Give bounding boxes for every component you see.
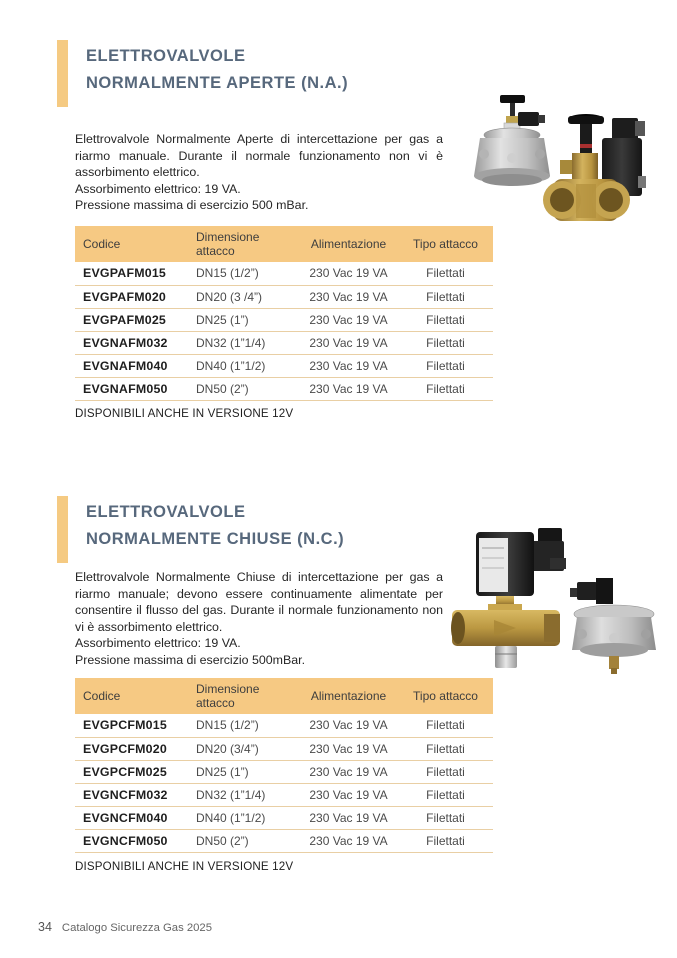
cell-alimentazione: 230 Vac 19 VA — [299, 377, 398, 400]
cell-tipo: Filettati — [398, 806, 493, 829]
table-row — [75, 783, 493, 806]
table-row — [75, 829, 493, 852]
section-title-text — [86, 40, 348, 107]
cell-dimensione: DN20 (3/4”) — [188, 737, 299, 760]
table-row — [75, 308, 493, 331]
cell-dimensione: DN50 (2”) — [188, 377, 299, 400]
col-header-alimentazione: Alimentazione — [299, 678, 398, 714]
aluminium-valve-na — [474, 95, 550, 186]
col-header-dimensione: Dimensione attacco — [188, 226, 299, 262]
brass-valve-na — [543, 114, 646, 221]
cell-tipo: Filettati — [398, 331, 493, 354]
col-header-codice: Codice — [75, 226, 188, 262]
table-row — [75, 806, 493, 829]
col-header-dimensione: Dimensione attacco — [188, 678, 299, 714]
col-header-tipo-attacco: Tipo attacco — [398, 678, 493, 714]
cell-codice: EVGPAFM015 — [75, 262, 188, 285]
product-photo-nc — [446, 526, 664, 676]
aluminium-valve-nc — [570, 578, 656, 674]
availability-note-na: DISPONIBILI ANCHE IN VERSIONE 12V — [75, 407, 294, 420]
spec-absorption: Assorbimento elettrico: 19 VA. — [75, 636, 241, 651]
title-line-1: ELETTROVALVOLE — [86, 47, 246, 65]
cell-alimentazione: 230 Vac 19 VA — [299, 285, 398, 308]
cell-dimensione: DN40 (1”1/2) — [188, 354, 299, 377]
table-row — [75, 285, 493, 308]
cell-codice: EVGPAFM025 — [75, 308, 188, 331]
cell-codice: EVGNCFM050 — [75, 829, 188, 852]
cell-dimensione: DN20 (3 /4”) — [188, 285, 299, 308]
page-footer — [38, 920, 212, 934]
title-accent-bar — [57, 496, 68, 563]
description-na — [75, 131, 443, 214]
cell-alimentazione: 230 Vac 19 VA — [299, 760, 398, 783]
cell-codice: EVGNCFM032 — [75, 783, 188, 806]
table-row — [75, 354, 493, 377]
table-row — [75, 377, 493, 400]
cell-tipo: Filettati — [398, 783, 493, 806]
cell-alimentazione: 230 Vac 19 VA — [299, 737, 398, 760]
section-title-nc — [57, 496, 344, 563]
cell-tipo: Filettati — [398, 262, 493, 285]
title-line-2: NORMALMENTE APERTE (N.A.) — [86, 74, 349, 92]
cell-tipo: Filettati — [398, 354, 493, 377]
cell-alimentazione: 230 Vac 19 VA — [299, 354, 398, 377]
cell-dimensione: DN50 (2”) — [188, 829, 299, 852]
page-number: 34 — [38, 920, 52, 934]
cell-codice: EVGNAFM050 — [75, 377, 188, 400]
cell-tipo: Filettati — [398, 829, 493, 852]
cell-codice: EVGPCFM015 — [75, 714, 188, 737]
cell-codice: EVGNAFM032 — [75, 331, 188, 354]
cell-dimensione: DN15 (1/2”) — [188, 714, 299, 737]
product-photo-na — [450, 88, 647, 230]
product-table-na — [75, 226, 493, 401]
cell-codice: EVGPCFM025 — [75, 760, 188, 783]
cell-alimentazione: 230 Vac 19 VA — [299, 714, 398, 737]
table-header-row — [75, 226, 493, 262]
cell-codice: EVGPCFM020 — [75, 737, 188, 760]
cell-tipo: Filettati — [398, 714, 493, 737]
cell-codice: EVGNAFM040 — [75, 354, 188, 377]
cell-tipo: Filettati — [398, 737, 493, 760]
title-line-1: ELETTROVALVOLE — [86, 503, 246, 521]
cell-tipo: Filettati — [398, 377, 493, 400]
col-header-alimentazione: Alimentazione — [299, 226, 398, 262]
cell-codice: EVGNCFM040 — [75, 806, 188, 829]
availability-note-nc: DISPONIBILI ANCHE IN VERSIONE 12V — [75, 860, 294, 873]
table-row — [75, 331, 493, 354]
table-row — [75, 760, 493, 783]
cell-tipo: Filettati — [398, 760, 493, 783]
col-header-codice: Codice — [75, 678, 188, 714]
product-table-nc — [75, 678, 493, 853]
cell-dimensione: DN15 (1/2”) — [188, 262, 299, 285]
cell-alimentazione: 230 Vac 19 VA — [299, 806, 398, 829]
description-paragraph: Elettrovalvole Normalmente Chiuse di intercettazione per gas a riarmo manuale; devono essere continuamente alimentate per consentire il flusso del gas. Durante il normale funzionamento non vi è assorbimento elettrico. — [75, 570, 443, 634]
cell-dimensione: DN40 (1”1/2) — [188, 806, 299, 829]
cell-tipo: Filettati — [398, 285, 493, 308]
brass-valve-nc — [451, 528, 566, 668]
cell-dimensione: DN32 (1”1/4) — [188, 783, 299, 806]
cell-alimentazione: 230 Vac 19 VA — [299, 331, 398, 354]
footer-text: Catalogo Sicurezza Gas 2025 — [61, 922, 212, 934]
spec-pressure: Pressione massima di esercizio 500 mBar. — [75, 198, 309, 213]
cell-dimensione: DN32 (1”1/4) — [188, 331, 299, 354]
table-row — [75, 262, 493, 285]
description-paragraph: Elettrovalvole Normalmente Aperte di intercettazione per gas a riarmo manuale. Durante il normale funzionamento non vi è assorbimento elettrico. — [75, 132, 443, 180]
cell-alimentazione: 230 Vac 19 VA — [299, 308, 398, 331]
cell-alimentazione: 230 Vac 19 VA — [299, 829, 398, 852]
table-header-row — [75, 678, 493, 714]
description-nc — [75, 569, 443, 669]
cell-codice: EVGPAFM020 — [75, 285, 188, 308]
section-title-na — [57, 40, 348, 107]
cell-dimensione: DN25 (1”) — [188, 308, 299, 331]
title-accent-bar — [57, 40, 68, 107]
cell-dimensione: DN25 (1”) — [188, 760, 299, 783]
table-row — [75, 714, 493, 737]
col-header-tipo-attacco: Tipo attacco — [398, 226, 493, 262]
cell-alimentazione: 230 Vac 19 VA — [299, 262, 398, 285]
cell-alimentazione: 230 Vac 19 VA — [299, 783, 398, 806]
spec-pressure: Pressione massima di esercizio 500mBar. — [75, 652, 306, 667]
title-line-2: NORMALMENTE CHIUSE (N.C.) — [86, 530, 345, 548]
section-title-text — [86, 496, 344, 563]
cell-tipo: Filettati — [398, 308, 493, 331]
table-row — [75, 737, 493, 760]
spec-absorption: Assorbimento elettrico: 19 VA. — [75, 181, 241, 196]
